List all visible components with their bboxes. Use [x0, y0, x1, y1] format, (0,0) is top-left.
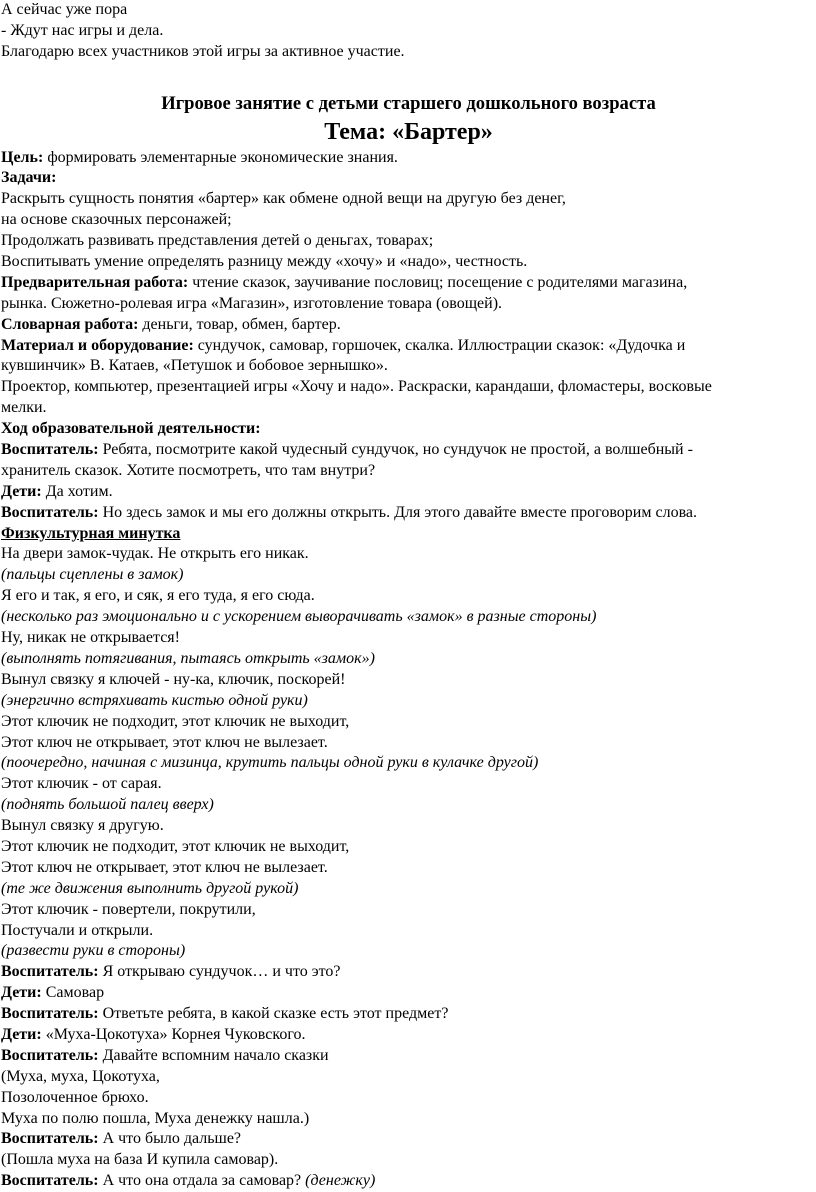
speech-text: Я открываю сундучок… и что это? — [98, 963, 341, 981]
dialog-line — [1, 440, 816, 461]
task-line: Воспитывать умение определять разницу между «хочу» и «надо», честность. — [1, 253, 528, 271]
speaker-label: Воспитатель: — [1, 441, 99, 459]
material-text-1: сундучок, самовар, горшочек, скалка. Иллюстрации сказок: «Дудочка и — [193, 336, 686, 354]
dialog-line — [1, 1025, 816, 1046]
material-line-4: мелки. — [1, 399, 47, 417]
tasks-label-line — [1, 168, 816, 189]
speech-text: Да хотим. — [41, 482, 113, 500]
speaker-label: Воспитатель: — [1, 503, 99, 521]
material-line-3: Проектор, компьютер, презентацией игры «Хочу и надо». Раскраски, карандаши, фломастеры, восковые — [1, 378, 712, 396]
dialog-line — [1, 1129, 816, 1150]
dialog-line — [1, 962, 816, 983]
speaker-label: Воспитатель: — [1, 963, 99, 981]
dialog-line — [1, 1004, 816, 1025]
course-label: Ход образовательной деятельности: — [1, 420, 261, 438]
speech-text: Ребята, посмотрите какой чудесный сундучок, но сундучок не простой, а волшебный - — [98, 441, 693, 459]
task-line: Продолжать развивать представления детей о деньгах, товарах; — [1, 232, 434, 250]
dialog-line — [1, 503, 816, 524]
vocab-line — [1, 315, 816, 336]
prelim-text-1: чтение сказок, заучивание пословиц; посещение с родителями магазина, — [188, 273, 688, 291]
dialog-line — [1, 482, 816, 503]
speech-italic-note: (денежку) — [305, 1172, 376, 1190]
speaker-label: Воспитатель: — [1, 1172, 99, 1190]
tasks-label: Задачи: — [1, 169, 57, 187]
poem-line: Этот ключик - от сарая. — [1, 775, 162, 793]
tale-line: (Муха, муха, Цокотуха, — [1, 1067, 160, 1085]
poem-instruction: (поднять большой палец вверх) — [1, 796, 214, 814]
topic-heading: Тема: «Бартер» — [324, 118, 493, 145]
dialog-line — [1, 1171, 816, 1192]
material-line-2: кувшинчик» В. Катаев, «Петушок и бобовое зернышко». — [1, 357, 388, 375]
poem-line: Ну, никак не открывается! — [1, 629, 180, 647]
speech-text: А что она отдала за самовар? — [98, 1172, 306, 1190]
speaker-label: Воспитатель: — [1, 1130, 99, 1148]
poem-instruction: (те же движения выполнить другой рукой) — [1, 879, 299, 897]
tale-line: Муха по полю пошла, Муха денежку нашла.) — [1, 1109, 310, 1127]
poem-instruction: (поочередно, начиная с мизинца, крутить пальцы одной руки в кулачке другой) — [1, 754, 539, 772]
poem-line: Этот ключ не открывает, этот ключ не вылезает. — [1, 858, 328, 876]
speech-text: «Муха-Цокотуха» Корнея Чуковского. — [41, 1025, 306, 1043]
speech-text: Самовар — [41, 984, 105, 1002]
poem-instruction: (выполнять потягивания, пытаясь открыть «замок») — [1, 649, 375, 667]
poem-line: Этот ключик не подходит, этот ключик не выходит, — [1, 837, 350, 855]
goal-label: Цель: — [1, 148, 44, 166]
poem-line: На двери замок-чудак. Не открыть его никак. — [1, 545, 309, 563]
intro-line-3: Благодарю всех участников этой игры за активное участие. — [1, 42, 405, 60]
fizminutka-heading-line — [1, 524, 816, 545]
speaker-label: Дети: — [1, 482, 42, 500]
speech-text: Но здесь замок и мы его должны открыть. Для этого давайте вместе проговорим слова. — [98, 503, 698, 521]
poem-instruction: (пальцы сцеплены в замок) — [1, 566, 184, 584]
dialog-line: хранитель сказок. Хотите посмотреть, что там внутри? — [1, 461, 376, 479]
material-label: Материал и оборудование: — [1, 336, 194, 354]
course-label-line — [1, 419, 816, 440]
fizminutka-heading: Физкультурная минутка — [1, 524, 181, 542]
speech-text: Давайте вспомним начало сказки — [98, 1046, 329, 1064]
speaker-label: Воспитатель: — [1, 1005, 99, 1023]
material-line-1 — [1, 336, 816, 357]
task-line: Раскрыть сущность понятия «бартер» как обмене одной вещи на другую без денег, — [1, 190, 566, 208]
goal-line — [1, 148, 816, 169]
dialog-line — [1, 1046, 816, 1067]
prelim-label: Предварительная работа: — [1, 273, 189, 291]
dialog-line: (Пошла муха на база И купила самовар). — [1, 1151, 279, 1169]
vocab-text: деньги, товар, обмен, бартер. — [138, 315, 341, 333]
intro-line-2: - Ждут нас игры и дела. — [1, 21, 164, 39]
poem-line: Этот ключик не подходит, этот ключик не выходит, — [1, 712, 350, 730]
poem-instruction: (несколько раз эмоционально и с ускорением выворачивать «замок» в разные стороны) — [1, 608, 597, 626]
prelim-line-2: рынка. Сюжетно-ролевая игра «Магазин», изготовление товара (овощей). — [1, 294, 503, 312]
document-title: Игровое занятие с детьми старшего дошкольного возраста — [161, 92, 656, 114]
poem-instruction: (энергично встряхивать кистью одной руки) — [1, 691, 308, 709]
poem-instruction: (развести руки в стороны) — [1, 942, 186, 960]
poem-block — [1, 544, 816, 962]
poem-line: Этот ключ не открывает, этот ключ не вылезает. — [1, 733, 328, 751]
poem-line: Вынул связку я ключей - ну-ка, ключик, поскорей! — [1, 670, 346, 688]
poem-line: Я его и так, я его, и сяк, я его туда, я его сюда. — [1, 587, 315, 605]
blank-line — [1, 63, 816, 84]
prelim-line-1 — [1, 273, 816, 294]
speaker-label: Дети: — [1, 1025, 42, 1043]
poem-line: Постучали и открыли. — [1, 921, 154, 939]
dialog-block — [1, 962, 816, 1066]
tale-line: Позолоченное брюхо. — [1, 1088, 149, 1106]
speech-text: Ответьте ребята, в какой сказке есть этот предмет? — [98, 1005, 449, 1023]
speech-text: А что было дальше? — [98, 1130, 242, 1148]
dialog-line — [1, 983, 816, 1004]
speaker-label: Дети: — [1, 984, 42, 1002]
vocab-label: Словарная работа: — [1, 315, 139, 333]
goal-text: формировать элементарные экономические знания. — [43, 148, 398, 166]
poem-line: Вынул связку я другую. — [1, 817, 164, 835]
task-line: на основе сказочных персонажей; — [1, 211, 232, 229]
poem-line: Этот ключик - повертели, покрутили, — [1, 900, 256, 918]
speaker-label: Воспитатель: — [1, 1046, 99, 1064]
intro-line-1: А сейчас уже пора — [1, 1, 128, 18]
